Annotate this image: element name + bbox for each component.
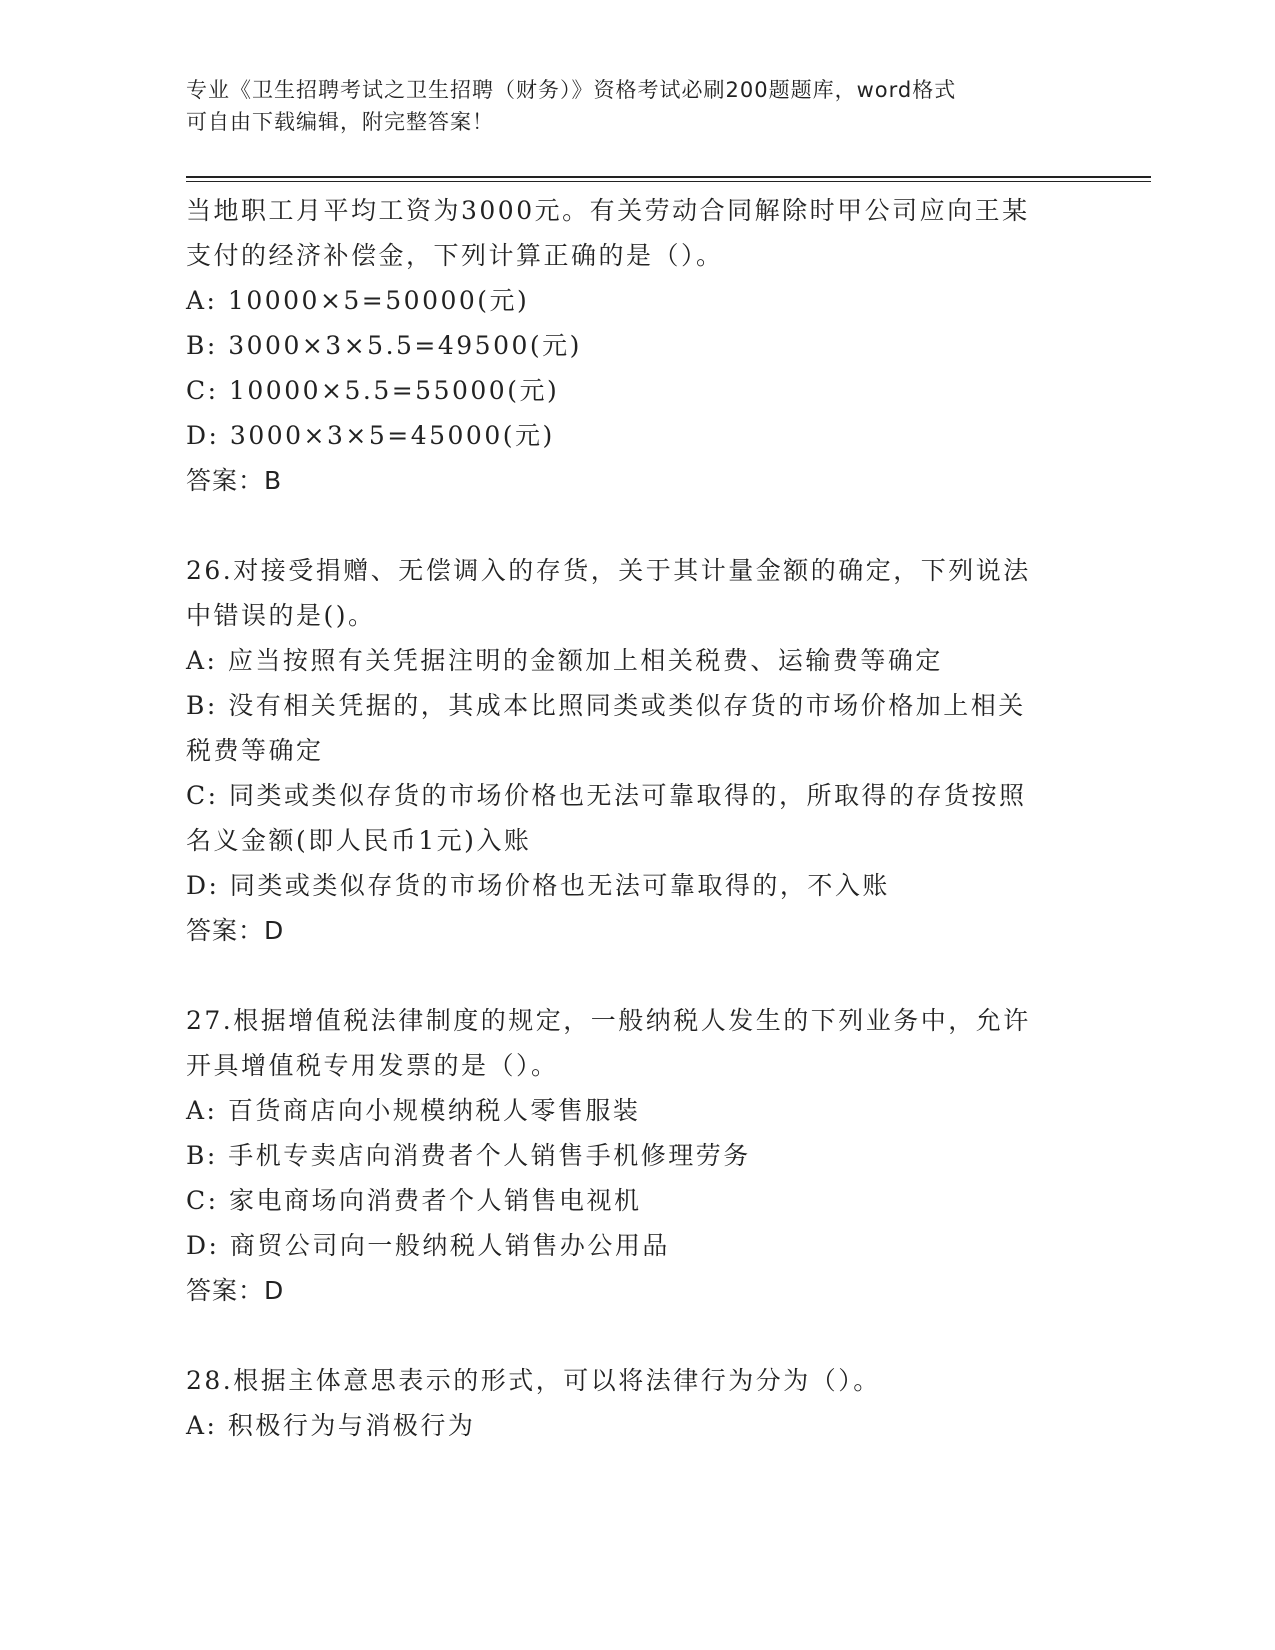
header-line-2: 可自由下载编辑，附完整答案！: [186, 110, 494, 134]
option-a: A: 10000×5=50000(元): [186, 286, 530, 315]
option-c: C: 10000×5.5=55000(元): [186, 376, 560, 405]
option-b-cont: 税费等确定: [186, 736, 324, 765]
question-text: 开具增值税专用发票的是（）。: [186, 1051, 559, 1080]
question-25: [186, 188, 1086, 503]
question-text: 中错误的是()。: [186, 601, 376, 630]
question-text: 27.根据增值税法律制度的规定，一般纳税人发生的下列业务中，允许: [186, 1006, 1031, 1035]
option-d: D: 3000×3×5=45000(元): [186, 421, 555, 450]
option-a: A: 应当按照有关凭据注明的金额加上相关税费、运输费等确定: [186, 646, 943, 675]
option-b: B: 手机专卖店向消费者个人销售手机修理劳务: [186, 1141, 751, 1170]
header-divider-thick: [186, 176, 1151, 178]
option-a: A: 积极行为与消极行为: [186, 1411, 476, 1440]
option-b: B: 3000×3×5.5=49500(元): [186, 331, 582, 360]
option-c: C: 同类或类似存货的市场价格也无法可靠取得的，所取得的存货按照: [186, 781, 1027, 810]
answer: 答案：D: [186, 916, 285, 945]
document-header: [186, 74, 1066, 138]
answer: 答案：D: [186, 1276, 285, 1305]
header-divider-thin: [186, 181, 1151, 182]
option-d: D: 同类或类似存货的市场价格也无法可靠取得的，不入账: [186, 871, 890, 900]
question-28: [186, 1358, 1086, 1448]
question-27: [186, 998, 1086, 1313]
question-list: [186, 188, 1086, 1448]
header-line-1: 专业《卫生招聘考试之卫生招聘（财务）》资格考试必刷200题题库，word格式: [186, 78, 957, 102]
question-text: 支付的经济补偿金，下列计算正确的是（）。: [186, 241, 724, 270]
option-c: C: 家电商场向消费者个人销售电视机: [186, 1186, 642, 1215]
option-c-cont: 名义金额(即人民币1元)入账: [186, 826, 532, 855]
option-d: D: 商贸公司向一般纳税人销售办公用品: [186, 1231, 670, 1260]
option-b: B: 没有相关凭据的，其成本比照同类或类似存货的市场价格加上相关: [186, 691, 1026, 720]
question-text: 28.根据主体意思表示的形式，可以将法律行为分为（）。: [186, 1366, 881, 1395]
answer: 答案：B: [186, 466, 283, 495]
question-text: 26.对接受捐赠、无偿调入的存货，关于其计量金额的确定，下列说法: [186, 556, 1031, 585]
option-a: A: 百货商店向小规模纳税人零售服装: [186, 1096, 641, 1125]
question-text: 当地职工月平均工资为3000元。有关劳动合同解除时甲公司应向王某: [186, 196, 1030, 225]
question-26: [186, 548, 1086, 953]
